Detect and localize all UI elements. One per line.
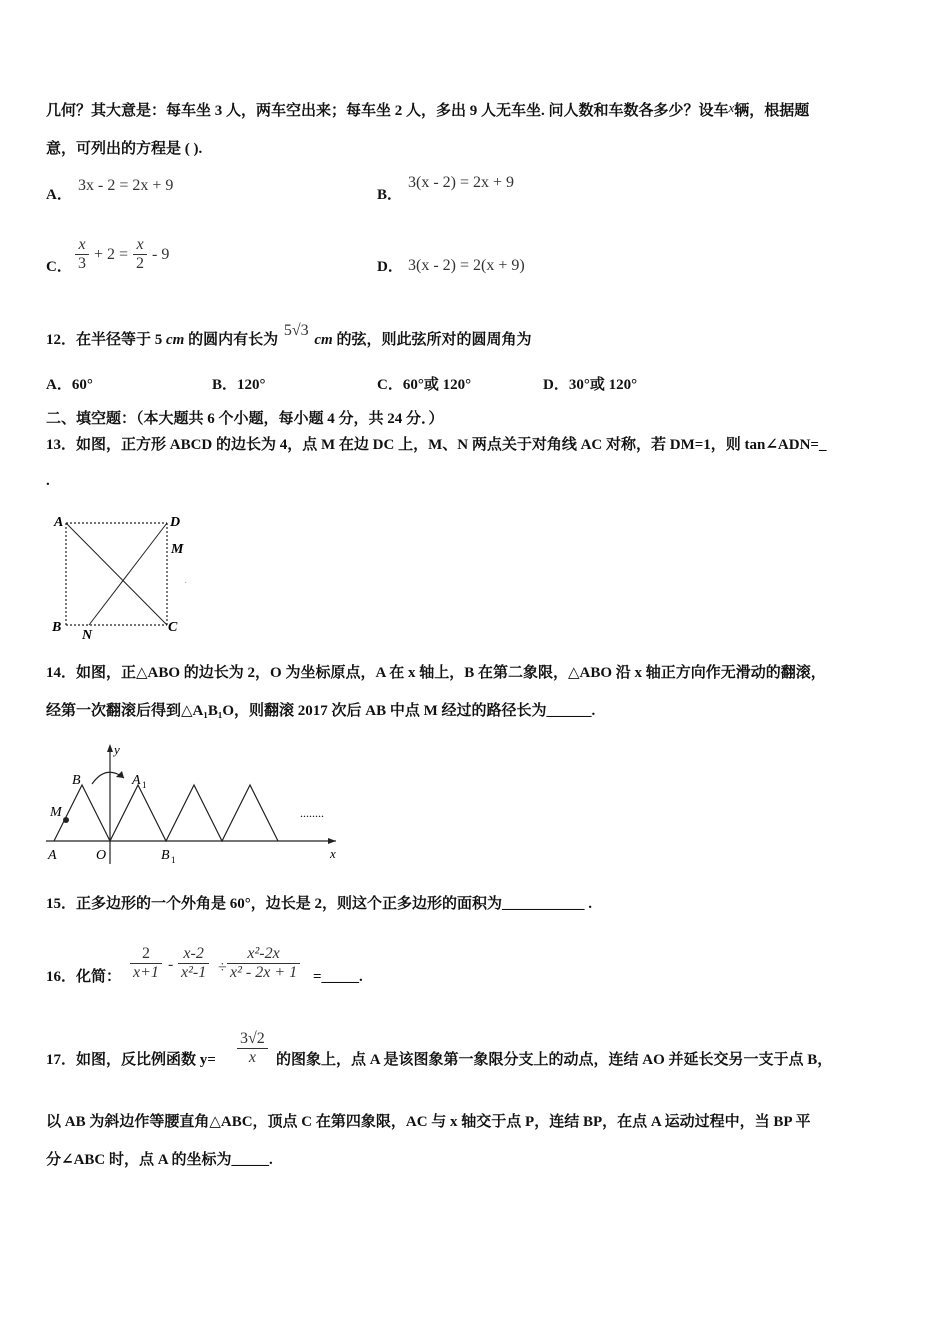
frac-numerator: x²-2x <box>247 945 280 962</box>
label-m: M <box>171 542 184 557</box>
label-a1: A <box>132 773 141 788</box>
frac-numerator: x <box>78 236 86 253</box>
x-axis-arrow <box>328 838 336 844</box>
q17-fraction <box>237 1030 268 1068</box>
label-o: O <box>96 848 107 863</box>
q15-text: 15．正多边形的一个外角是 60°，边长是 2，则这个正多边形的面积为___________ . <box>46 896 593 912</box>
y-axis-arrow <box>107 744 113 752</box>
frac-numerator: 2 <box>141 945 150 962</box>
q12-mid: 的圆内有长为 <box>188 332 279 348</box>
q11-line2: 意，可列出的方程是 ( ). <box>46 141 203 157</box>
q12-unit2: cm <box>314 332 333 348</box>
frac-denominator: x² - 2x + 1 <box>230 964 298 982</box>
q11-option-d-label: D． <box>377 259 403 275</box>
label-b: B <box>52 620 62 635</box>
q11-text-tail: 辆，根据题 <box>734 103 810 119</box>
q12-unit1: cm <box>166 332 185 348</box>
label-x: x <box>330 846 336 861</box>
q11-option-b-expr: 3(x - 2) = 2x + 9 <box>408 174 515 191</box>
q17-line3: 分∠ABC 时，点 A 的坐标为_____. <box>46 1152 273 1168</box>
label-b1-sub: 1 <box>171 855 176 865</box>
q13-square-figure <box>44 508 194 643</box>
rolled-triangles <box>110 785 278 841</box>
label-b: B <box>72 773 81 788</box>
frac-denominator: x+1 <box>133 964 159 982</box>
q12-option-b: B．120° <box>212 377 266 393</box>
label-a: A <box>48 848 57 863</box>
label-y: y <box>114 742 120 757</box>
frac-numerator: x-2 <box>183 945 204 962</box>
q14-rolling-triangle-figure <box>44 740 344 868</box>
q16-op2: ÷ <box>218 959 227 976</box>
q11-option-a-expr: 3x - 2 = 2x + 9 <box>78 177 174 194</box>
svg-text:·: · <box>184 578 188 589</box>
q11-text: 几何？其大意是：每车坐 3 人，两车空出来；每车坐 2 人，多出 9 人无车坐. 问人数和车数各多少？设车 <box>46 103 729 119</box>
q11-option-b-label: B． <box>377 187 403 203</box>
q12-option-c: C．60°或 120° <box>377 377 472 393</box>
q12-suffix: 的弦，则此弦所对的圆周角为 <box>336 332 532 348</box>
q12-option-d: D．30°或 120° <box>543 377 638 393</box>
q13-text: 13．如图，正方形 ABCD 的边长为 4，点 M 在边 DC 上，M、N 两点关于对角线 AC 对称，若 DM=1，则 tan∠ADN=_ <box>46 437 827 453</box>
label-n: N <box>82 628 93 643</box>
q12-prefix: 12．在半径等于 5 <box>46 332 163 348</box>
frac-denominator: x²-1 <box>181 964 207 982</box>
q16-prefix: 16．化简： <box>46 969 122 985</box>
q16-fraction-2 <box>178 945 209 983</box>
label-c: C <box>168 620 178 635</box>
q13-cont: . <box>46 473 50 489</box>
q11-option-c-frac1 <box>75 236 89 274</box>
q11-option-c-label: C． <box>46 259 72 275</box>
frac-denominator: 3 <box>78 255 86 273</box>
point-m <box>63 817 69 823</box>
label-d: D <box>170 515 181 530</box>
q11-option-c-frac2 <box>133 236 147 274</box>
diagonal-ac <box>66 523 167 625</box>
q17-line1-tail: 的图象上，点 A 是该图象第一象限分支上的动点，连结 AO 并延长交另一支于点 B， <box>276 1052 833 1068</box>
q11-line1 <box>46 100 810 119</box>
continuation-dots: ........ <box>300 806 324 820</box>
label-m: M <box>50 805 62 820</box>
q11-option-c-mid: + 2 = <box>94 246 129 263</box>
q12-option-a: A．60° <box>46 377 93 393</box>
frac-denominator: x <box>248 1049 256 1067</box>
label-a1-sub: 1 <box>142 780 147 790</box>
q16-op1: - <box>168 956 174 973</box>
triangle-abo <box>54 785 110 841</box>
q14-line1: 14．如图，正△ABO 的边长为 2，O 为坐标原点，A 在 x 轴上，B 在第二象限，△ABO 沿 x 轴正方向作无滑动的翻滚， <box>46 665 826 681</box>
q12-chord: 5√3 <box>283 322 309 339</box>
frac-denominator: 2 <box>136 255 144 273</box>
q17-line2: 以 AB 为斜边作等腰直角△ABC，顶点 C 在第四象限，AC 与 x 轴交于点 P，连结 BP，在点 A 运动过程中，当 BP 平 <box>46 1114 811 1130</box>
q12-line <box>46 322 532 348</box>
q11-option-a-label: A． <box>46 187 72 203</box>
section-heading: 二、填空题：（本大题共 6 个小题，每小题 4 分，共 24 分．） <box>46 411 444 427</box>
q17-prefix: 17．如图，反比例函数 y= <box>46 1052 216 1068</box>
frac-numerator: x <box>136 236 144 253</box>
q16-fraction-1 <box>130 945 162 983</box>
label-a: A <box>54 515 64 530</box>
line-dn <box>89 523 167 625</box>
q14-line2: 经第一次翻滚后得到△A₁B₁O，则翻滚 2017 次后 AB 中点 M 经过的路径长为______. <box>46 703 596 719</box>
q11-option-c-tail: - 9 <box>152 246 170 263</box>
q11-var-x: x <box>728 100 735 115</box>
q16-suffix: =_____. <box>313 969 363 985</box>
q16-fraction-3 <box>227 945 300 983</box>
frac-numerator: 3√2 <box>240 1030 265 1047</box>
label-b1: B <box>161 848 170 863</box>
q11-option-d-expr: 3(x - 2) = 2(x + 9) <box>408 257 525 274</box>
